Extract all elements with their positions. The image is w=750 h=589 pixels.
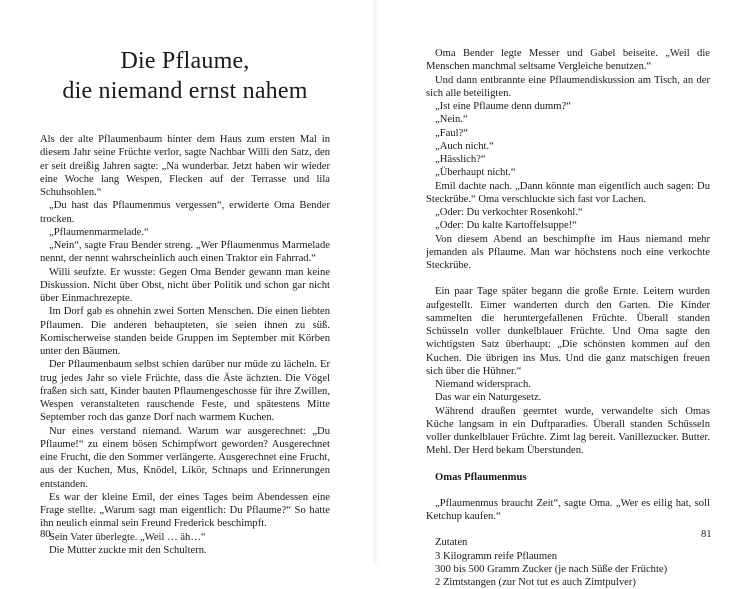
paragraph: Das war ein Naturgesetz. [435, 392, 542, 404]
recipe-intro: „Pflaumenmus braucht Zeit“, sagte Oma. „Wer es eilig hat, soll Ketchup kaufen.“ [426, 497, 710, 522]
ingredient-item: 300 bis 500 Gramm Zucker (je nach Süße der Früchte) [435, 563, 668, 575]
paragraph: Emil dachte nach. „Dann könnte man eigentlich auch sagen: Du Steckrübe.“ Oma verschluckte sich fast vor Lachen. [426, 180, 710, 205]
paragraph: Niemand widersprach. [435, 379, 531, 390]
paragraph: „Hässlich?“ [435, 154, 486, 165]
paragraph: „Überhaupt nicht.“ [435, 167, 516, 179]
ingredient-item: 2 Zimtstangen (zur Not tut es auch Zimtpulver) [435, 577, 636, 588]
paragraph: „Nein“, sagte Frau Bender streng. „Wer Pflaumenmus Marmelade nennt, der nennt wahrscheinlich auch einen Traktor ein Fahrrad.“ [40, 240, 330, 265]
section-gap [426, 523, 710, 536]
section-gap [426, 484, 710, 497]
paragraph: „Oder: Du verkochter Rosenkohl.“ [435, 207, 583, 218]
paragraph: Oma Bender legte Messer und Gabel beiseite. „Weil die Menschen manchmal seltsame Vergleiche benutzen.“ [426, 48, 710, 73]
paragraph: Ein paar Tage später begann die große Ernte. Leitern wurden aufgestellt. Eimer wanderten durch den Garten. Die Kinder sammelten die heruntergefallenen Früchte. Überall standen Schüsseln voller dunkelblauer Früchte. Und Oma sagte den wichtigsten Satz überhaupt: „Die schönsten kommen auf den Kuchen. Die übrigen ins Mus. Und die ganz matschigen freuen sich über die Hühner.“ [426, 286, 710, 377]
paragraph: Im Dorf gab es ohnehin zwei Sorten Menschen. Die einen liebten Pflaumen. Die anderen behaupteten, sie seien ihnen zu süß. Komischerweise standen beide Gruppen im September mit Körben unter den Bäumen. [40, 306, 330, 357]
page-number-right: 81 [701, 529, 712, 540]
paragraph: Von diesem Abend an beschimpfte im Haus niemand mehr jemanden als Pflaume. Man war höchstens noch eine verkochte Steckrübe. [426, 233, 710, 271]
paragraph: Es war der kleine Emil, der eines Tages beim Abendessen eine Frage stellte. „Warum sagt man eigentlich: Du Pflaume?“ So hatte ihn neulich einmal sein Freund Frederick beschimpft. [40, 491, 330, 530]
paragraph: Der Pflaumenbaum selbst schien darüber nur müde zu lächeln. Er trug jedes Jahr so viele Früchte, dass die Äste ächzten. Die Vögel fraßen sich satt, Kinder bauten Pflaumengeschosse für ihre Zwillen, Wespen veranstalteten rauschende Feste, und spätestens Mitte September roch das ganze Dorf nach warmem Kuchen. [40, 359, 330, 424]
paragraph: „Oder: Du kalte Kartoffelsuppe!“ [435, 220, 577, 232]
paragraph: „Faul?“ [435, 127, 468, 139]
paragraph: Willi seufzte. Er wusste: Gegen Oma Bender gewann man keine Diskussion. Nicht über Obst, nicht über Politik und schon gar nicht über Einmachrezepte. [40, 266, 330, 304]
ingredient-item: 3 Kilogramm reife Pflaumen [435, 550, 558, 562]
paragraph: „Du hast das Pflaumenmus vergessen“, erwiderte Oma Bender trocken. [40, 200, 330, 225]
paragraph: Und dann entbrannte eine Pflaumendiskussion am Tisch, an der sich alle beteiligten. [426, 74, 710, 99]
section-gap [426, 272, 710, 285]
paragraph: „Nein.“ [435, 114, 468, 126]
paragraph: „Pflaumenmarmelade.“ [49, 226, 149, 238]
section-gap [426, 458, 710, 471]
paragraph: Nur eines verstand niemand. Warum war ausgerechnet: „Du Pflaume!“ zu einem bösen Schimpfwort geworden? Ausgerechnet eine Frucht, die den Sommer verlängerte. Ausgerechnet eine Frucht, aus der Kuchen, Mus, Knödel, Likör, Schnaps und Erinnerungen entstanden. [40, 425, 330, 490]
paragraph: Als der alte Pflaumenbaum hinter dem Haus zum ersten Mal in diesem Jahr seine Früchte verlor, sagte Nachbar Willi den Satz, den er seit dreißig Jahren sagte: „Na wunderbar. Jetzt haben wir wieder eine Woche lang Wespen, Flecken auf der Terrasse und lila Schuhsohlen.“ [40, 134, 330, 198]
ingredients-label: Zutaten [435, 537, 468, 549]
paragraph: Die Mutter zuckte mit den Schultern. [49, 544, 207, 556]
paragraph: „Ist eine Pflaume denn dumm?“ [435, 101, 571, 112]
paragraph: „Auch nicht.“ [435, 140, 494, 152]
right-page-text [426, 47, 710, 589]
paragraph: Während draußen geerntet wurde, verwandelte sich Omas Küche langsam in ein Duftparadies. Überall standen Schüsseln voller dunkelblauer Früchte. Zimt lag bereit. Vanillezucker. Butter. Mehl. Der Herd bekam Überstunden. [426, 405, 710, 457]
chapter-title-line-1: Die Pflaume, [120, 48, 250, 74]
paragraph: Sein Vater überlegte. „Weil … äh…“ [49, 531, 206, 543]
recipe-heading: Omas Pflaumenmus [435, 471, 527, 483]
chapter-title-line-2: die niemand ernst nahem [62, 78, 308, 104]
page-number-left: 80 [40, 529, 51, 540]
